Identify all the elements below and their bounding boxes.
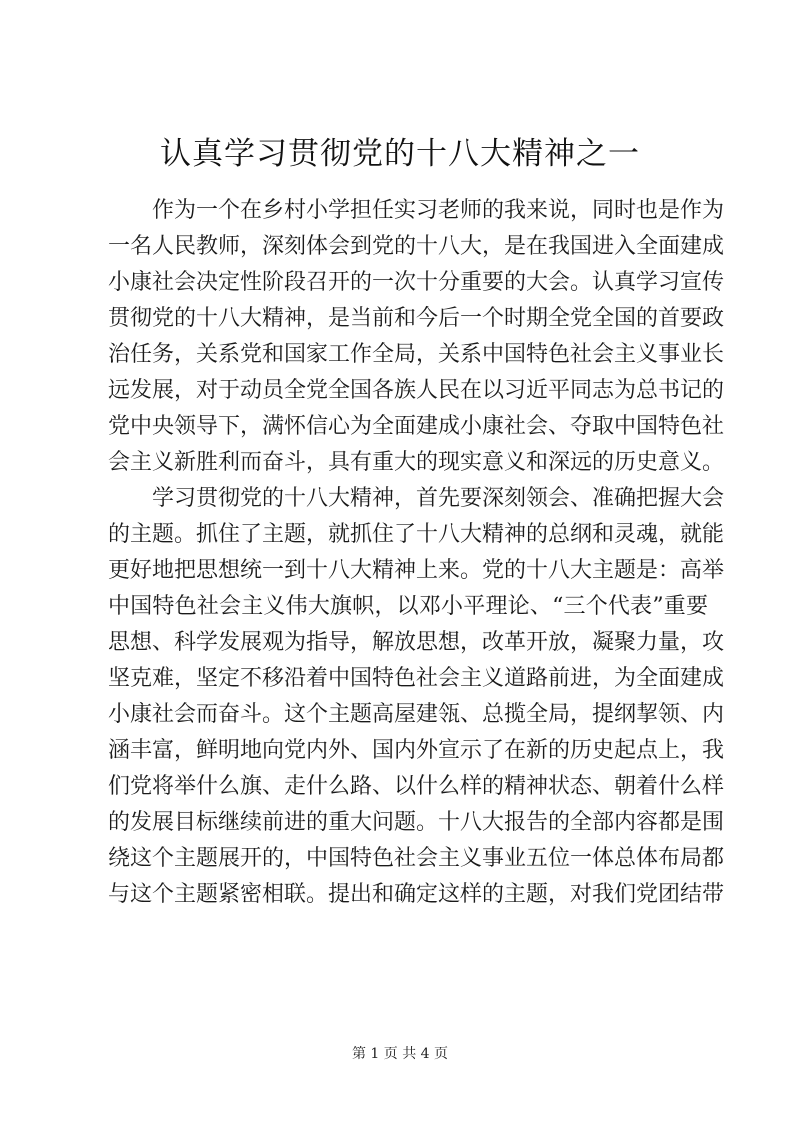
body-text [108,193,725,913]
paragraph-1-line-3: 小康社会决定性阶段召开的一次十分重要的大会。认真学习宣传 [108,270,725,295]
paragraph-2-line-6: 坚克难，坚定不移沿着中国特色社会主义道路前进，为全面建成 [108,666,725,691]
paragraph-2-line-2: 的主题。抓住了主题，就抓住了十八大精神的总纲和灵魂，就能 [108,522,725,547]
paragraph-1-line-7: 党中央领导下，满怀信心为全面建成小康社会、夺取中国特色社 [108,414,725,439]
page-title: 认真学习贯彻党的十八大精神之一 [160,136,640,172]
paragraph-2-line-7: 小康社会而奋斗。这个主题高屋建瓴、总揽全局，提纲挈领、内 [108,702,725,727]
paragraph-2-line-10: 的发展目标继续前进的重大问题。十八大报告的全部内容都是围 [108,810,725,835]
paragraph-1-line-6: 远发展，对于动员全党全国各族人民在以习近平同志为总书记的 [108,378,725,403]
paragraph-2-line-4: 中国特色社会主义伟大旗帜，以邓小平理论、“三个代表”重要 [108,594,708,619]
paragraph-2-line-12: 与这个主题紧密相联。提出和确定这样的主题，对我们党团结带 [108,882,725,907]
paragraph-2-line-1: 学习贯彻党的十八大精神，首先要深刻领会、准确把握大会 [152,486,725,511]
paragraph-1-line-5: 治任务，关系党和国家工作全局，关系中国特色社会主义事业长 [108,342,725,367]
paragraph-1-line-2: 一名人民教师，深刻体会到党的十八大，是在我国进入全面建成 [108,234,725,259]
paragraph-2-line-9: 们党将举什么旗、走什么路、以什么样的精神状态、朝着什么样 [108,774,725,799]
paragraph-1-line-8: 会主义新胜利而奋斗，具有重大的现实意义和深远的历史意义。 [108,450,725,475]
paragraph-1-line-1: 作为一个在乡村小学担任实习老师的我来说，同时也是作为 [152,198,725,223]
paragraph-2-line-3: 更好地把思想统一到十八大精神上来。党的十八大主题是：高举 [108,558,725,583]
paragraph-2-line-11: 绕这个主题展开的，中国特色社会主义事业五位一体总体布局都 [108,846,725,871]
paragraph-1-line-4: 贯彻党的十八大精神，是当前和今后一个时期全党全国的首要政 [108,306,725,331]
page-footer: 第 1 页 共 4 页 [351,1046,449,1062]
paragraph-2-line-5: 思想、科学发展观为指导，解放思想，改革开放，凝聚力量，攻 [108,630,725,655]
paragraph-2-line-8: 涵丰富，鲜明地向党内外、国内外宣示了在新的历史起点上，我 [108,738,725,763]
